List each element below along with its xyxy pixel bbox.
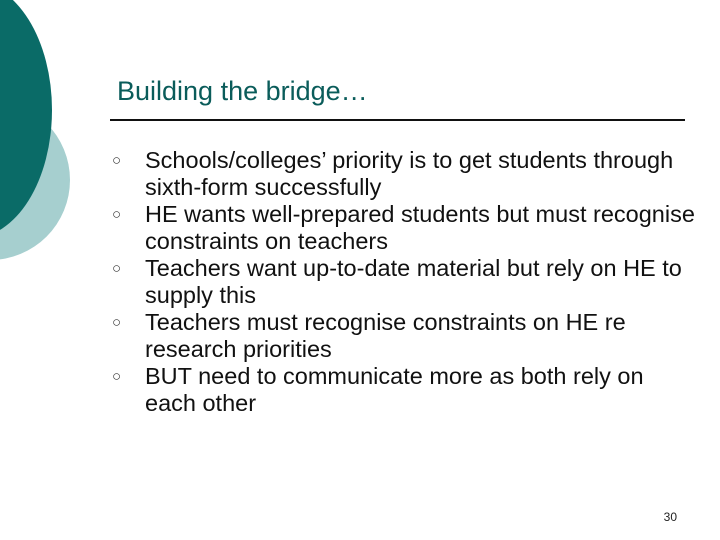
circle-bullet-icon: ○ bbox=[112, 314, 122, 331]
bullet-text: Teachers must recognise constraints on HE re research priorities bbox=[145, 309, 626, 362]
title-underline bbox=[110, 119, 685, 121]
circle-bullet-icon: ○ bbox=[112, 260, 122, 277]
bullet-text: HE wants well-prepared students but must recognise constraints on teachers bbox=[145, 201, 695, 254]
slide-title: Building the bridge… bbox=[117, 76, 368, 106]
bullet-item bbox=[111, 309, 701, 363]
bullet-item bbox=[111, 363, 701, 417]
bullet-item bbox=[111, 255, 701, 309]
bullet-text: Schools/colleges’ priority is to get students through sixth-form successfully bbox=[145, 147, 674, 200]
bullet-item bbox=[111, 201, 701, 255]
bullet-list bbox=[111, 147, 701, 417]
circle-bullet-icon: ○ bbox=[112, 368, 122, 385]
bullet-item bbox=[111, 147, 701, 201]
decorative-shapes bbox=[0, 0, 120, 300]
slide-number: 30 bbox=[663, 510, 677, 524]
circle-bullet-icon: ○ bbox=[112, 206, 122, 223]
bullet-text: Teachers want up-to-date material but rely on HE to supply this bbox=[145, 255, 682, 308]
bullet-text: BUT need to communicate more as both rely on each other bbox=[145, 363, 644, 416]
circle-bullet-icon: ○ bbox=[112, 152, 122, 169]
